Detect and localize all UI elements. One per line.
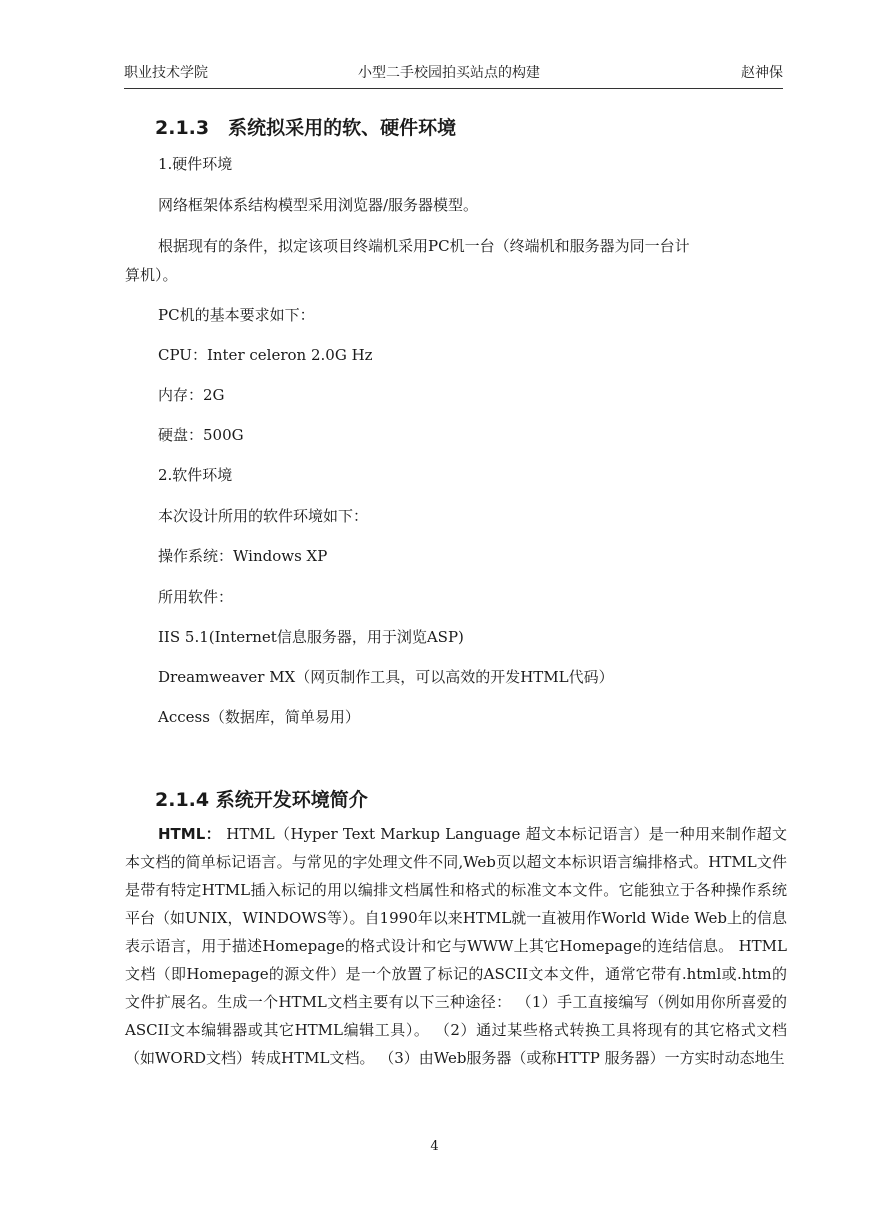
memory-spec: 内存：2G <box>158 386 225 404</box>
html-paragraph-text: HTML（Hyper Text Markup Language 超文本标记语言）是一种用来制作超文本文档的简单标记语言。与常见的字处理文件不同,Web页以超文本标识语言编排格式。HTML文件是带有特定HTML插入标记的用以编排文档属性和格式的标准文本文件。它能独立于各种操作系统平台（如UNIX，WINDOWS等）。自1990年以来HTML就一直被用作World Wide Web上的信息表示语言，用于描述Homepage的格式设计和它与WWW上其它Homepage的连结信息。 HTML文档（即Homepage的源文件）是一个放置了标记的ASCII文本文件，通常它带有.html或.htm的文件扩展名。生成一个HTML文档主要有以下三种途径： （1）手工直接编写（例如用你所喜爱的ASCII文本编辑器或其它HTML编辑工具）。 （2）通过某些格式转换工具将现有的其它格式文档（如WORD文档）转成HTML文档。 （3）由Web服务器（或称HTTP 服务器）一方实时动态地生 <box>125 825 787 1067</box>
os-spec: 操作系统：Windows XP <box>158 547 328 565</box>
iis-item: IIS 5.1(Internet信息服务器，用于浏览ASP) <box>158 628 464 646</box>
section-title-2-1-3: 2.1.3 系统拟采用的软、硬件环境 <box>155 117 457 139</box>
dreamweaver-item: Dreamweaver MX（网页制作工具，可以高效的开发HTML代码） <box>158 668 614 686</box>
software-heading: 2.软件环境 <box>158 466 233 484</box>
header-author: 赵神保 <box>741 65 783 81</box>
header-rule <box>124 88 783 89</box>
header-institution: 职业技术学院 <box>124 65 208 81</box>
header-title: 小型二手校园拍买站点的构建 <box>358 65 540 81</box>
pc-requirements: PC机的基本要求如下： <box>158 306 315 324</box>
page-header <box>124 62 783 84</box>
html-label: HTML： <box>158 825 222 843</box>
cpu-spec: CPU：Inter celeron 2.0G Hz <box>158 346 373 364</box>
html-paragraph <box>125 820 787 1072</box>
access-item: Access（数据库，简单易用） <box>158 708 360 726</box>
software-used: 所用软件： <box>158 588 234 606</box>
hardware-heading: 1.硬件环境 <box>158 155 233 173</box>
conditions-line-2: 算机）。 <box>125 266 178 284</box>
section-title-2-1-4: 2.1.4 系统开发环境简介 <box>155 789 368 811</box>
conditions-line-1: 根据现有的条件，拟定该项目终端机采用PC机一台（终端机和服务器为同一台计 <box>158 237 690 255</box>
page-number: 4 <box>430 1139 439 1154</box>
software-intro: 本次设计所用的软件环境如下： <box>158 507 369 525</box>
disk-spec: 硬盘：500G <box>158 426 244 444</box>
framework-line: 网络框架体系结构模型采用浏览器/服务器模型。 <box>158 196 479 214</box>
